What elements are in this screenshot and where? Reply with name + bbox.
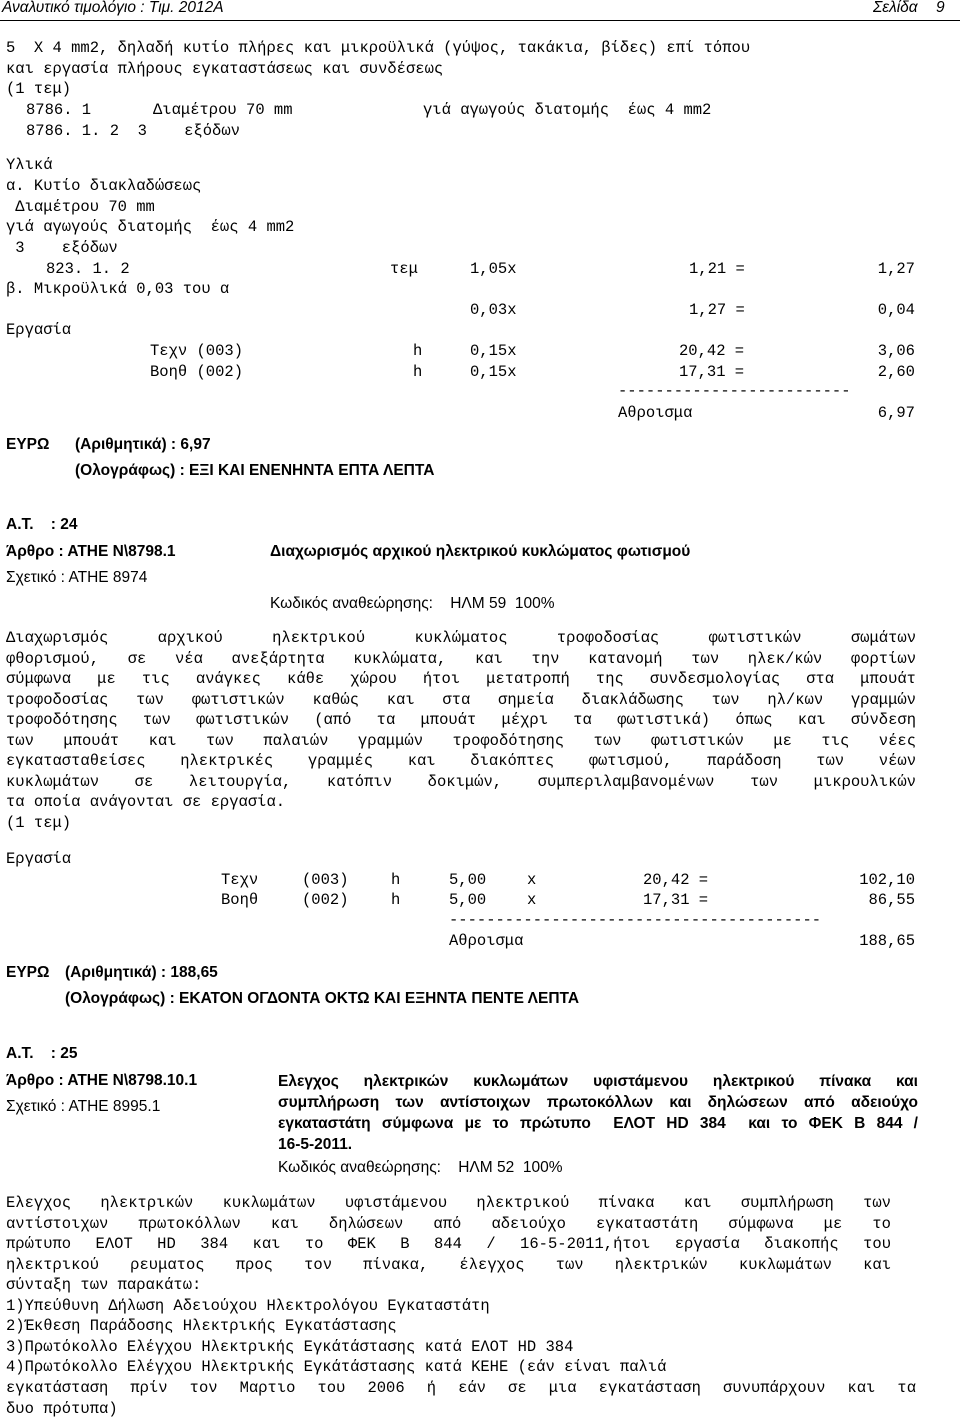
description-line: ηλεκτρικού ρευματος προς τον πίνακα, έλεγχος των ηλεκτρικών κυκλωμάτων και bbox=[6, 1255, 891, 1274]
tail-line: δυο πρότυπα) bbox=[6, 1399, 118, 1418]
labor-unit: h bbox=[413, 363, 423, 381]
labor-code: (003) bbox=[302, 871, 349, 889]
item23-sub1-text: Διαμέτρου 70 mm bbox=[153, 101, 293, 119]
description-line: Διαχωρισμός αρχικού ηλεκτρικού κυκλώματος τροφοδοσίας φωτιστικών σωμάτων bbox=[6, 629, 916, 647]
labor-role: Τεχν bbox=[221, 871, 259, 889]
labor-code: (002) bbox=[302, 891, 349, 909]
words-amount: (Ολογράφως) : ΕΚΑΤΟΝ ΟΓΔΟΝΤΑ ΟΚΤΩ ΚΑΙ ΕΞΗΝΤΑ ΠΕΝΤΕ ΛΕΠΤΑ bbox=[65, 990, 580, 1007]
description-line: τα οποία ανάγονται σε εργασία. bbox=[6, 793, 286, 811]
labor-label: Εργασία bbox=[6, 321, 72, 339]
list-item: 2)Έκθεση Παράδοσης Ηλεκτρικής Εγκατάστασης bbox=[6, 1317, 397, 1335]
labor-unit: h bbox=[391, 891, 401, 909]
labor-total: 3,06 bbox=[877, 342, 915, 360]
euro-label: ΕΥΡΩ bbox=[6, 964, 50, 981]
item23-sub1-right: γιά αγωγούς διατομής έως 4 mm2 bbox=[423, 101, 712, 119]
materials-label: Υλικά bbox=[6, 156, 53, 174]
description-line: φθορισμού, σε νέα ανεξάρτητα κυκλώματα, και την κατανομή των ηλεκ/κών φορτίων bbox=[6, 649, 916, 668]
header-title: Αναλυτικό τιμολόγιο : Τιμ. 2012Α bbox=[2, 0, 224, 16]
sum-label: Αθροισμα bbox=[618, 404, 693, 422]
labor-total: 86,55 bbox=[868, 891, 915, 909]
sum-value: 188,65 bbox=[859, 932, 915, 950]
article-code: Άρθρο : ΑΤΗΕ Ν\8798.10.1 bbox=[6, 1072, 198, 1089]
calc-qty: 1,05x bbox=[470, 260, 517, 278]
article-code: Άρθρο : ΑΤΗΕ Ν\8798.1 bbox=[6, 543, 176, 560]
calc-unit: τεμ bbox=[390, 260, 418, 278]
unit-line: (1 τεμ) bbox=[6, 814, 72, 832]
title-line: Ελεγχος ηλεκτρικών κυκλωμάτων υφιστάμενου ηλεκτρικού πίνακα και bbox=[278, 1073, 918, 1090]
title-line: 16-5-2011. bbox=[278, 1136, 353, 1153]
revision-code: Κωδικός αναθεώρησης: ΗΛΜ 59 100% bbox=[270, 595, 555, 612]
tail-line: εγκατάσταση πρίν τον Μαρτιο του 2006 ή εάν σε μια εγκατάσταση συνυπάρχουν και τα bbox=[6, 1379, 916, 1397]
calc-total: 0,04 bbox=[877, 301, 915, 319]
calc-code: β. Μικροϋλικά 0,03 του α bbox=[6, 280, 230, 298]
item-number: Α.Τ. : 24 bbox=[6, 516, 78, 533]
description-line: σύνταξη των παρακάτω: bbox=[6, 1276, 202, 1294]
item25-tail bbox=[6, 1378, 916, 1419]
labor-role: Τεχν (003) bbox=[150, 342, 244, 360]
description-line: εγκατασταθείσες ηλεκτρικές γραμμές και διακόπτες φωτισμού, παράδοση των νέων bbox=[6, 752, 916, 770]
sum-dash-line: ---------------------------------------- bbox=[449, 911, 822, 929]
labor-price: 20,42 = bbox=[679, 342, 745, 360]
item23-sub2: 8786. 1. 2 3 εξόδων bbox=[26, 122, 240, 140]
numeric-amount: (Αριθμητικά) : 188,65 bbox=[65, 964, 218, 981]
item23-desc-line: (1 τεμ) bbox=[6, 80, 72, 98]
material-a-line: γιά αγωγούς διατομής έως 4 mm2 bbox=[6, 218, 295, 236]
description-line: αντίστοιχων πρωτοκόλλων και δηλώσεων από αδειούχο εγκαταστάτη σύμφωνα με το bbox=[6, 1214, 891, 1233]
calc-total: 1,27 bbox=[877, 260, 915, 278]
labor-x: x bbox=[527, 891, 537, 909]
list-item: 4)Πρωτόκολλο Ελέγχου Ηλεκτρικής Εγκάτάστασης κατά ΚΕΗΕ (εάν είναι παλιά bbox=[6, 1358, 667, 1376]
labor-role: Βοηθ (002) bbox=[150, 363, 244, 381]
description-line: πρώτυπο ΕΛΟΤ HD 384 και το ΦΕΚ Β 844 / 16-5-2011,ήτοι εργασία διακοπής του bbox=[6, 1235, 891, 1253]
labor-qty: 5,00 bbox=[449, 891, 487, 909]
description-line: κυκλωμάτων σε λειτουργία, κατόπιν δοκιμών, συμπεριλαμβανομένων των μικρουλικών bbox=[6, 772, 916, 791]
item24-description bbox=[6, 628, 916, 813]
list-item: 3)Πρωτόκολλο Ελέγχου Ηλεκτρικής Εγκάτάστασης κατά ΕΛΟΤ HD 384 bbox=[6, 1338, 574, 1356]
item-title: Διαχωρισμός αρχικού ηλεκτρικού κυκλώματος φωτισμού bbox=[270, 543, 691, 560]
calc-price: 1,21 = bbox=[689, 260, 745, 278]
description-line: τροφοδοσίας των φωτιστικών καθώς και στα σημεία διακλάδωσης των ηλ/κων γραμμών bbox=[6, 690, 916, 709]
item25-description bbox=[6, 1193, 891, 1296]
description-line: Ελεγχος ηλεκτρικών κυκλωμάτων υφιστάμενου ηλεκτρικού πίνακα και συμπλήρωση των bbox=[6, 1194, 891, 1212]
labor-qty: 5,00 bbox=[449, 871, 487, 889]
labor-total: 102,10 bbox=[859, 871, 915, 889]
title-line: συμπλήρωση των αντίστοιχων πρωτοκόλλων και δηλώσεων από αδειούχο bbox=[278, 1094, 918, 1111]
sum-label: Αθροισμα bbox=[449, 932, 524, 950]
labor-price: 17,31 = bbox=[643, 891, 709, 909]
labor-qty: 0,15x bbox=[470, 342, 517, 360]
labor-unit: h bbox=[391, 871, 401, 889]
description-line: των μπουάτ και των παλαιών γραμμών τροφοδότησης των φωτιστικών με τις νέες bbox=[6, 731, 916, 750]
sum-dash-line: ------------------------- bbox=[618, 382, 851, 400]
related-code: Σχετικό : ΑΤΗΕ 8995.1 bbox=[6, 1098, 161, 1115]
labor-price: 20,42 = bbox=[643, 871, 709, 889]
title-line: εγκαταστάτη σύμφωνα με το πρώτυπο ΕΛΟΤ HD 384 και το ΦΕΚ Β 844 / bbox=[278, 1115, 918, 1132]
description-line: τροφοδότησης των φωτιστικών (από τα μπουάτ μέχρι τα φωτιστικά) όπως και σύνδεση bbox=[6, 711, 916, 729]
item23-desc-line: και εργασία πλήρους εγκαταστάσεως και συνδέσεως bbox=[6, 60, 444, 78]
list-item: 1)Υπεύθυνη Δήλωση Αδειούχου Ηλεκτρολόγου Εγκαταστάτη bbox=[6, 1297, 490, 1315]
calc-price: 1,27 = bbox=[689, 301, 745, 319]
euro-label: ΕΥΡΩ bbox=[6, 436, 50, 453]
labor-price: 17,31 = bbox=[679, 363, 745, 381]
item25-title bbox=[278, 1071, 918, 1155]
labor-x: x bbox=[527, 871, 537, 889]
calc-code: 823. 1. 2 bbox=[46, 260, 130, 278]
material-a-line: 3 εξόδων bbox=[6, 239, 118, 257]
material-a-line: α. Κυτίο διακλαδώσεως bbox=[6, 177, 202, 195]
labor-label: Εργασία bbox=[6, 850, 72, 868]
labor-unit: h bbox=[413, 342, 423, 360]
sum-value: 6,97 bbox=[877, 404, 915, 422]
item-number: Α.Τ. : 25 bbox=[6, 1045, 78, 1062]
material-a-line: Διαμέτρου 70 mm bbox=[6, 198, 155, 216]
header-page-number: 9 bbox=[936, 0, 945, 16]
item23-desc-line: 5 Χ 4 mm2, δηλαδή κυτίο πλήρες και μικροϋλικά (γύψος, τακάκια, βίδες) επί τόπου bbox=[6, 39, 751, 57]
item23-sub1-code: 8786. 1 bbox=[26, 101, 92, 119]
header-rule bbox=[0, 20, 960, 21]
description-line: σύμφωνα με τις ανάγκες κάθε χώρου ήτοι μετατροπή της συνδεσμολογίας στα μπουάτ bbox=[6, 670, 916, 688]
header-page-label: Σελίδα bbox=[873, 0, 918, 16]
numeric-amount: (Αριθμητικά) : 6,97 bbox=[75, 436, 211, 453]
related-code: Σχετικό : ΑΤΗΕ 8974 bbox=[6, 569, 148, 586]
labor-role: Βοηθ bbox=[221, 891, 259, 909]
revision-code: Κωδικός αναθεώρησης: ΗΛΜ 52 100% bbox=[278, 1159, 563, 1176]
words-amount: (Ολογράφως) : ΕΞΙ ΚΑΙ ΕΝΕΝΗΝΤΑ ΕΠΤΑ ΛΕΠΤΑ bbox=[75, 462, 435, 479]
calc-qty: 0,03x bbox=[470, 301, 517, 319]
labor-qty: 0,15x bbox=[470, 363, 517, 381]
labor-total: 2,60 bbox=[877, 363, 915, 381]
